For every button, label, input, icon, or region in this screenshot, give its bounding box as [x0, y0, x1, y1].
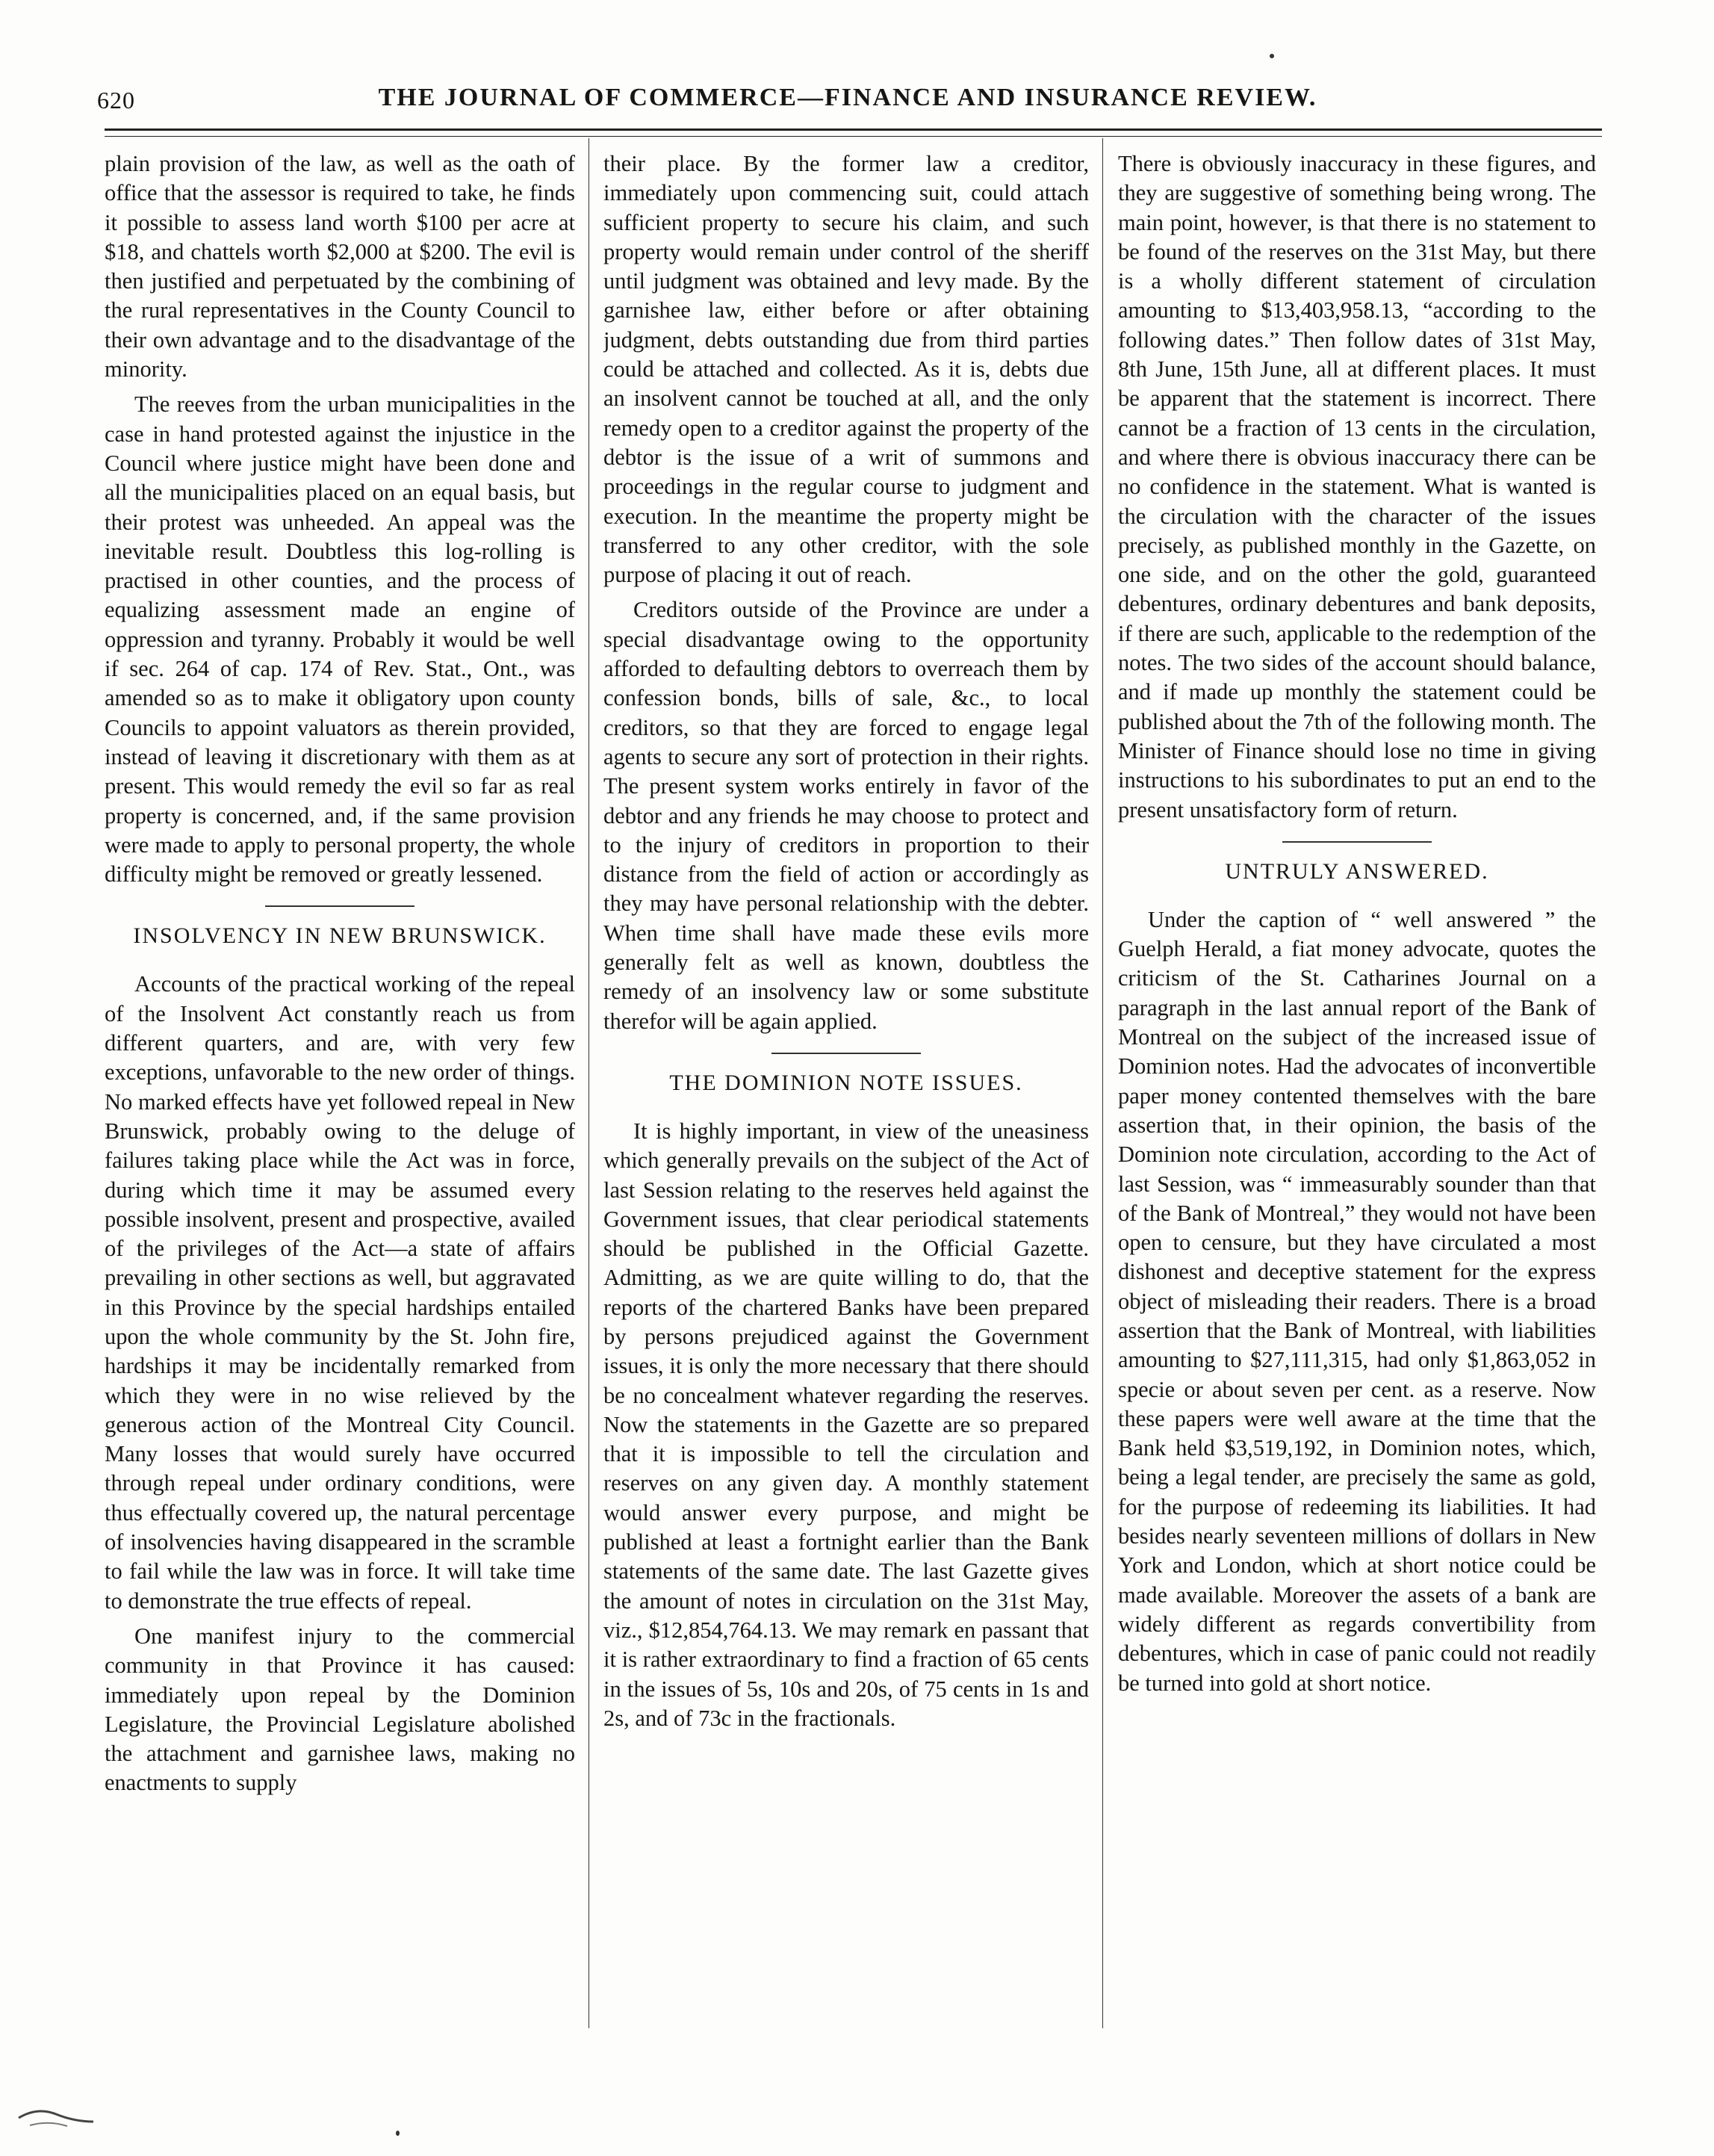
page-header: [97, 84, 1598, 121]
article-paragraph: Accounts of the practical working of the repeal of the Insolvent Act constantly reach us from different quarters, and are, with very few exceptions, unfavorable to the new order of things. No marked effects have yet followed repeal in New Brunswick, probably owing to the deluge of failures taking place while the Act was in force, during which time it may be assumed every possible insolvent, present and prospective, availed of the privileges of the Act—a state of affairs prevailing in other sections as well, but aggravated in this Province by the special hardships entailed upon the whole community by the St. John fire, hardships it may be incidentally remarked from which they were in no wise relieved by the generous action of the Montreal City Council. Many losses that would surely have occurred through repeal under ordinary conditions, were thus effectually covered up, the natural percentage of insolvencies having disappeared in the scramble to fail while the law was in force. It will take time to demonstrate the true effects of repeal.: [105, 971, 575, 1614]
section-title-insolvency: INSOLVENCY IN NEW BRUNSWICK.: [133, 923, 547, 949]
journal-title: THE JOURNAL OF COMMERCE—FINANCE AND INSURANCE REVIEW.: [378, 84, 1317, 111]
article-paragraph: One manifest injury to the commercial community in that Province it has caused: immediately upon repeal by the Dominion Legislature, the Provincial Legislature abolished the attachment and garnishee laws, making no enactments to supply: [105, 1623, 575, 1796]
column-2: [603, 149, 1089, 2017]
article-paragraph: plain provision of the law, as well as the oath of office that the assessor is required to take, he finds it possible to assess land worth $100 per acre at $18, and chattels worth $2,000 at $200. The evil is then justified and perpetuated by the combining of the rural representatives in the County Council to their own advantage and to the disadvantage of the minority.: [105, 151, 575, 382]
print-speck: [1270, 54, 1274, 58]
corner-smudge: [15, 2092, 97, 2137]
column-divider: [1102, 138, 1103, 2028]
print-speck: [396, 2131, 400, 2136]
header-double-rule: [105, 128, 1602, 137]
article-paragraph: There is obviously inaccuracy in these figures, and they are suggestive of something being wrong. The main point, however, is that there is no statement to be found of the reserves on the 31st May, but there is a wholly different statement of circulation amounting to $13,403,958.13, “according to the following dates.” Then follow dates of 31st May, 8th June, 15th June, all at different places. It must be apparent that the statement is incorrect. There cannot be a fraction of 13 cents in the circulation, and where there is obvious inaccuracy there can be no confidence in the statement. What is wanted is the circulation with the character of the issues precisely, as published monthly in the Gazette, on one side, and on the other the gold, guaranteed debentures, ordinary debentures and bank deposits, if there are such, applicable to the redemption of the notes. The two sides of the account should balance, and if made up monthly the statement could be published about the 7th of the following month. The Minister of Finance should lose no time in giving instructions to his subordinates to put an end to the present unsatisfactory form of return.: [1118, 151, 1596, 823]
article-paragraph: Under the caption of “ well answered ” the Guelph Herald, a fiat money advocate, quotes the criticism of the St. Catharines Journal on a paragraph in the last annual report of the Bank of Montreal on the subject of the increased issue of Dominion notes. Had the advocates of inconvertible paper money contented themselves with the bare assertion that, in their opinion, the basis of the Dominion note circulation, according to the Act of last Session, was “ immeasurably sounder than that of the Bank of Montreal,” they would not have been open to censure, but they have circulated a most dishonest and deceptive statement for the express object of misleading their readers. There is a broad assertion that the Bank of Montreal, with liabilities amounting to $27,111,315, had only $1,863,052 in specie or about seven per cent. as a reserve. Now these papers were well aware at the time that the Bank held $3,519,192, in Dominion notes, which, being a legal tender, are precisely the same as gold, for the purpose of redeeming its liabilities. It had besides nearly seventeen millions of dollars in New York and London, which at short notice could be made available. Moreover the assets of a bank are widely different as regards convertibility from debentures, which in case of panic could not readily be turned into gold at short notice.: [1118, 906, 1596, 1696]
section-title-untruly-answered: UNTRULY ANSWERED.: [1225, 858, 1489, 884]
article-paragraph: The reeves from the urban municipalities in the case in hand protested against the injustice in the Council where justice might have been done and all the municipalities placed on an equal basis, but their protest was unheeded. An appeal was the inevitable result. Doubtless this log-rolling is practised in other counties, and the process of equalizing assessment made an engine of oppression and tyranny. Probably it would be well if sec. 264 of cap. 174 of Rev. Stat., Ont., was amended so as to make it obligatory upon county Councils to appoint valuators as therein provided, instead of leaving it discretionary with them as at present. This would remedy the evil so far as real property is concerned, and, if the same provision were made to apply to personal property, the whole difficulty might be removed or greatly lessened.: [105, 391, 575, 888]
article-paragraph: Creditors outside of the Province are under a special disadvantage owing to the opportunity afforded to defaulting debtors to overreach them by confession bonds, bills of sale, &c., to local creditors, so that they are forced to engage legal agents to secure any sort of protection in their rights. The present system works entirely in favor of the debtor and any friends he may choose to protect and to the injury of creditors in proportion to their distance from the field of action or accordingly as they may have personal relationship with the debter. When time shall have made these evils more generally felt as well as known, doubtless the remedy of an insolvency law or some substitute therefor will be again applied.: [603, 597, 1089, 1034]
section-divider: [1282, 841, 1432, 843]
page-number: 620: [97, 87, 135, 114]
column-3: [1118, 149, 1596, 2017]
section-title-dominion-notes: THE DOMINION NOTE ISSUES.: [669, 1070, 1023, 1095]
section-divider: [771, 1053, 921, 1054]
column-1: [105, 149, 575, 2017]
article-paragraph: their place. By the former law a creditor, immediately upon commencing suit, could attach sufficient property to secure his claim, and such property would remain under control of the sheriff until judgment was obtained and levy made. By the garnishee law, either before or after obtaining judgment, debts outstanding due from third parties could be attached and collected. As it is, debts due an insolvent cannot be touched at all, and the only remedy open to a creditor against the property of the debtor is the issue of a writ of summons and proceedings in the regular course to judgment and execution. In the meantime the property might be transferred to any other creditor, with the sole purpose of placing it out of reach.: [603, 151, 1089, 588]
article-paragraph: It is highly important, in view of the uneasiness which generally prevails on the subject of the Act of last Session relating to the reserves held against the Government issues, that clear periodical statements should be published in the Official Gazette. Admitting, as we are quite willing to do, that the reports of the chartered Banks have been prepared by persons prejudiced against the Government issues, it is only the more necessary that there should be no concealment whatever regarding the reserves. Now the statements in the Gazette are so prepared that it is impossible to tell the circulation and reserves on any given day. A monthly statement would answer every purpose, and might be published at least a fortnight earlier than the Bank statements of the same date. The last Gazette gives the amount of notes in circulation on the 31st May, viz., $12,854,764.13. We may remark en passant that it is rather extraordinary to find a fraction of 65 cents in the issues of 5s, 10s and 20s, of 75 cents in 1s and 2s, and of 73c in the fractionals.: [603, 1118, 1089, 1731]
section-divider: [265, 905, 414, 907]
